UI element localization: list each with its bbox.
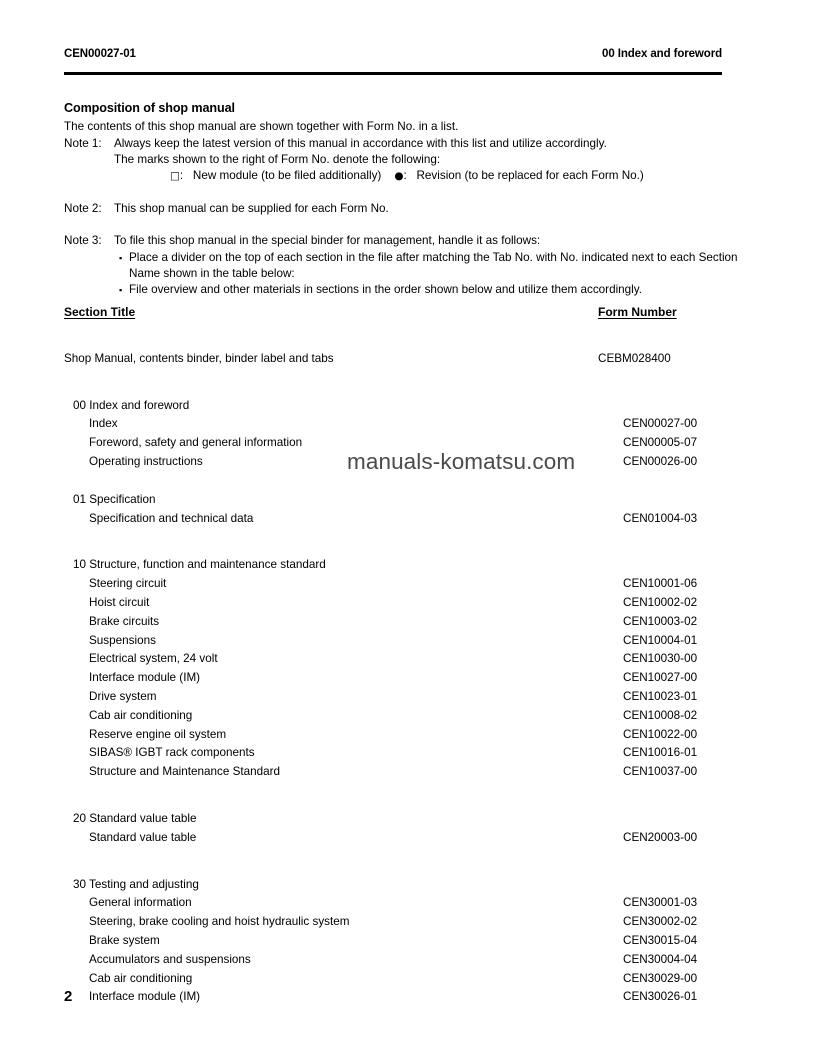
form-number: CEN01004-03 bbox=[623, 511, 698, 525]
contents-spacer bbox=[64, 322, 754, 350]
contents-table-body bbox=[64, 322, 754, 1007]
note-3-bullet-2-text: File overview and other materials in sections in the order shown below and utilize them accordingly. bbox=[129, 283, 642, 297]
item-title: Foreword, safety and general information bbox=[89, 436, 303, 450]
contents-section-row bbox=[64, 810, 754, 829]
item-title: Cab air conditioning bbox=[89, 971, 193, 985]
form-number: CEN00026-00 bbox=[623, 454, 698, 468]
contents-item-row bbox=[64, 688, 754, 707]
contents-spacer bbox=[64, 369, 754, 397]
form-number: CEN30026-01 bbox=[623, 990, 698, 1004]
contents-item-row bbox=[64, 970, 754, 989]
section-title: 10 Structure, function and maintenance standard bbox=[73, 558, 326, 572]
contents-section-row bbox=[64, 556, 754, 575]
form-number: CEN00027-00 bbox=[623, 417, 698, 431]
contents-table bbox=[64, 303, 754, 1007]
section-title: 20 Standard value table bbox=[73, 811, 197, 825]
bullet-square-icon: ▪ bbox=[119, 285, 123, 296]
form-number: CEN30004-04 bbox=[623, 952, 698, 966]
revision-dot-icon: ● bbox=[394, 170, 404, 183]
item-title: Specification and technical data bbox=[89, 511, 254, 525]
contents-item-row bbox=[64, 951, 754, 970]
form-number: CEBM028400 bbox=[598, 351, 671, 365]
contents-item-row bbox=[64, 632, 754, 651]
column-header-form-number: Form Number bbox=[598, 305, 677, 319]
contents-section-row bbox=[64, 397, 754, 416]
contents-item-row bbox=[64, 650, 754, 669]
form-number: CEN30029-00 bbox=[623, 971, 698, 985]
item-title: Accumulators and suspensions bbox=[89, 952, 251, 966]
mark-legend bbox=[170, 168, 754, 184]
form-number: CEN30015-04 bbox=[623, 933, 698, 947]
contents-spacer bbox=[64, 782, 754, 810]
form-number: CEN10027-00 bbox=[623, 671, 698, 685]
form-number: CEN10023-01 bbox=[623, 689, 698, 703]
header-divider-rule bbox=[64, 72, 722, 75]
note-1-text: Always keep the latest version of this manual in accordance with this list and utilize accordingly. bbox=[114, 136, 607, 150]
watermark: manuals-komatsu.com bbox=[347, 449, 576, 474]
header-section-name: 00 Index and foreword bbox=[602, 48, 722, 60]
new-module-legend-text: : New module (to be filed additionally) bbox=[179, 169, 382, 183]
form-number: CEN10003-02 bbox=[623, 614, 698, 628]
bullet-square-icon: ▪ bbox=[119, 252, 123, 263]
contents-item-row bbox=[64, 350, 754, 369]
note-3 bbox=[64, 233, 754, 249]
form-number bbox=[607, 876, 754, 895]
item-title: Interface module (IM) bbox=[89, 671, 201, 685]
note-3-bullet-1 bbox=[119, 250, 754, 283]
note-3-bullet-1-text: Place a divider on the top of each section in the file after matching the Tab No. with No. indicated next to each Section Name shown in the table below: bbox=[129, 250, 738, 280]
note-1-subtext: The marks shown to the right of Form No. denote the following: bbox=[114, 152, 441, 166]
item-title: SIBAS® IGBT rack components bbox=[89, 746, 255, 760]
contents-item-row bbox=[64, 913, 754, 932]
form-number bbox=[607, 491, 754, 510]
item-title: Cab air conditioning bbox=[89, 708, 193, 722]
item-title: Brake system bbox=[89, 933, 160, 947]
form-number: CEN10037-00 bbox=[623, 765, 698, 779]
intro-block bbox=[64, 100, 754, 299]
intro-lead-text: The contents of this shop manual are shown together with Form No. in a list. bbox=[64, 120, 459, 134]
form-number: CEN10016-01 bbox=[623, 746, 698, 760]
note-1 bbox=[64, 136, 754, 152]
contents-section-row bbox=[64, 876, 754, 895]
note-2 bbox=[64, 201, 754, 217]
item-title: Interface module (IM) bbox=[89, 990, 201, 1004]
item-title: Brake circuits bbox=[89, 614, 160, 628]
form-number: CEN10001-06 bbox=[623, 577, 698, 591]
contents-spacer bbox=[64, 848, 754, 876]
form-number: CEN10022-00 bbox=[623, 727, 698, 741]
new-module-square-icon: □ bbox=[170, 170, 180, 183]
contents-item-row bbox=[64, 988, 754, 1007]
note-spacer-1 bbox=[64, 184, 754, 200]
item-title: Drive system bbox=[89, 689, 157, 703]
contents-item-row bbox=[64, 669, 754, 688]
contents-item-row bbox=[64, 415, 754, 434]
note-3-label: Note 3: bbox=[64, 234, 102, 248]
item-title: Electrical system, 24 volt bbox=[89, 652, 218, 666]
note-spacer-2 bbox=[64, 217, 754, 233]
contents-item-row bbox=[64, 744, 754, 763]
item-title: Standard value table bbox=[89, 830, 197, 844]
contents-item-row bbox=[64, 932, 754, 951]
section-title: 00 Index and foreword bbox=[73, 398, 190, 412]
contents-item-row bbox=[64, 894, 754, 913]
item-title: Hoist circuit bbox=[89, 595, 150, 609]
item-title: Suspensions bbox=[89, 633, 156, 647]
item-title: Operating instructions bbox=[89, 454, 203, 468]
form-number: CEN00005-07 bbox=[623, 436, 698, 450]
form-number: CEN30001-03 bbox=[623, 896, 698, 910]
note-2-text: This shop manual can be supplied for each Form No. bbox=[114, 201, 389, 215]
item-title: Reserve engine oil system bbox=[89, 727, 227, 741]
form-number: CEN10002-02 bbox=[623, 595, 698, 609]
header-document-code: CEN00027-01 bbox=[64, 48, 136, 60]
contents-item-row bbox=[64, 575, 754, 594]
note-2-label: Note 2: bbox=[64, 201, 102, 215]
contents-section-row bbox=[64, 491, 754, 510]
contents-spacer bbox=[64, 528, 754, 556]
page-title: Composition of shop manual bbox=[64, 101, 235, 115]
item-title: General information bbox=[89, 896, 192, 910]
contents-item-row bbox=[64, 510, 754, 529]
contents-item-row bbox=[64, 763, 754, 782]
form-number: CEN10030-00 bbox=[623, 652, 698, 666]
item-title: Structure and Maintenance Standard bbox=[89, 765, 281, 779]
item-title: Steering, brake cooling and hoist hydraulic system bbox=[89, 915, 350, 929]
note-3-text: To file this shop manual in the special binder for management, handle it as follows: bbox=[114, 234, 541, 248]
form-number: CEN10004-01 bbox=[623, 633, 698, 647]
revision-legend-text: : Revision (to be replaced for each Form No.) bbox=[403, 169, 644, 183]
page-header bbox=[64, 48, 722, 60]
contents-table-header bbox=[64, 303, 754, 322]
contents-item-row bbox=[64, 829, 754, 848]
section-title: 01 Specification bbox=[73, 492, 156, 506]
contents-item-row bbox=[64, 594, 754, 613]
form-number: CEN30002-02 bbox=[623, 915, 698, 929]
contents-item-row bbox=[64, 726, 754, 745]
note-3-bullet-2 bbox=[119, 282, 754, 298]
section-title: 30 Testing and adjusting bbox=[73, 877, 199, 891]
item-title: Index bbox=[89, 417, 118, 431]
form-number bbox=[607, 556, 754, 575]
page-number: 2 bbox=[64, 988, 73, 1005]
item-title: Shop Manual, contents binder, binder label and tabs bbox=[64, 351, 334, 365]
item-title: Steering circuit bbox=[89, 577, 167, 591]
contents-item-row bbox=[64, 707, 754, 726]
form-number bbox=[607, 397, 754, 416]
contents-item-row bbox=[64, 613, 754, 632]
note-1-label: Note 1: bbox=[64, 136, 102, 150]
form-number bbox=[607, 810, 754, 829]
form-number: CEN10008-02 bbox=[623, 708, 698, 722]
column-header-section-title: Section Title bbox=[64, 305, 136, 319]
form-number: CEN20003-00 bbox=[623, 830, 698, 844]
